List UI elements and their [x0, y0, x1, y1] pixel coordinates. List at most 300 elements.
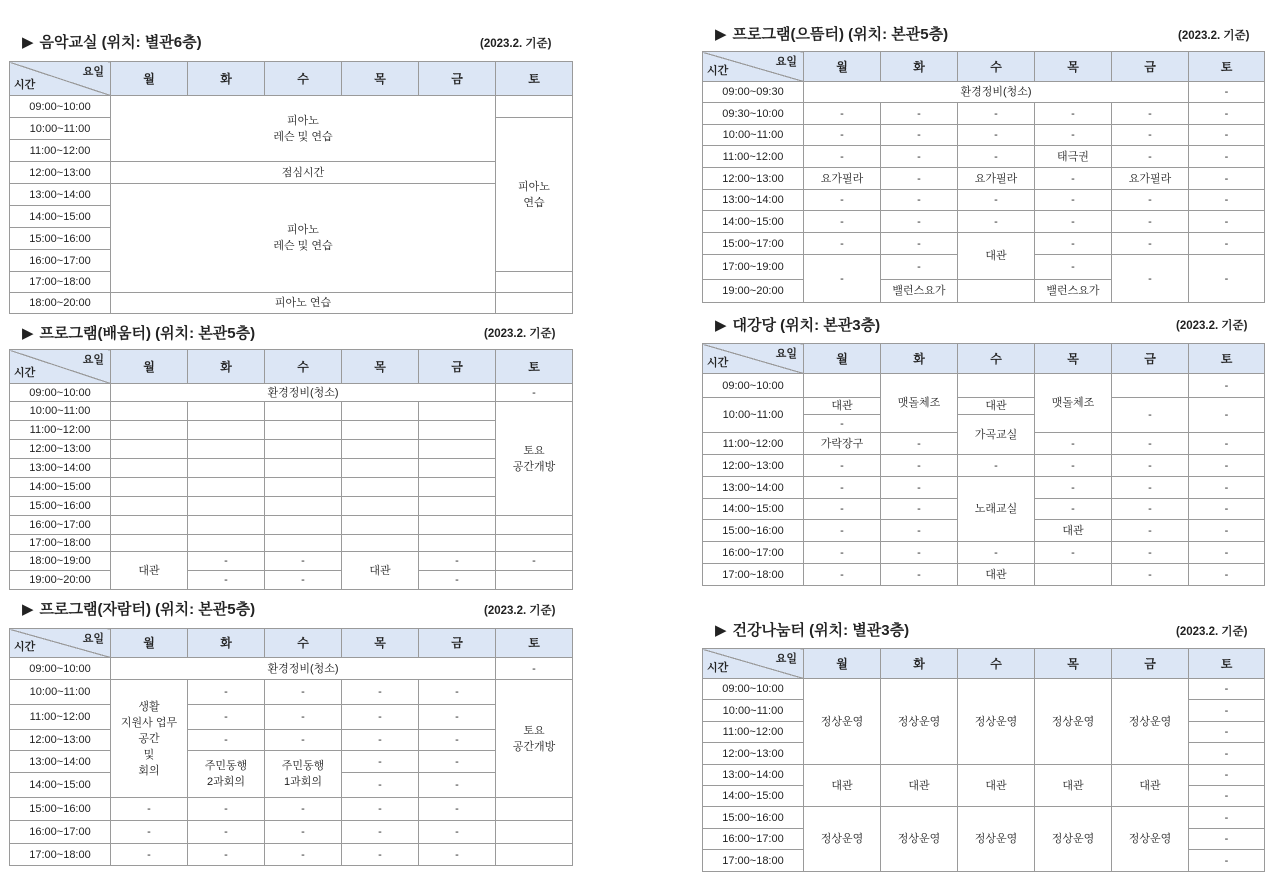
schedule-cell: 가곡교실 — [958, 415, 1035, 455]
time-slot: 17:00~18:00 — [703, 850, 804, 872]
empty-cell — [265, 440, 342, 459]
cleaning: 환경정비(청소) — [804, 82, 1189, 103]
day-header: 화 — [188, 62, 265, 96]
day-axis-label: 요일 — [775, 56, 797, 68]
day-header: 토 — [496, 629, 573, 658]
dash: - — [804, 125, 881, 146]
table-row — [703, 233, 1265, 255]
dash: - — [188, 571, 265, 590]
dash: - — [265, 821, 342, 844]
dash: - — [881, 520, 958, 542]
schedule-cell: 요가필라 — [958, 168, 1035, 190]
table-row — [703, 146, 1265, 168]
dash: - — [804, 211, 881, 233]
dash: - — [881, 455, 958, 477]
empty-cell — [419, 421, 496, 440]
dash: - — [1035, 455, 1112, 477]
schedule-cell: 점심시간 — [111, 162, 496, 184]
schedule-cell: 생활 지원사 업무 공간 및 회의 — [111, 680, 188, 798]
dash: - — [1035, 125, 1112, 146]
time-slot: 13:00~14:00 — [703, 765, 804, 786]
dash: - — [881, 190, 958, 211]
dash: - — [419, 798, 496, 821]
standard-date: (2023.2. 기준) — [1176, 626, 1248, 638]
rental: 대관 — [958, 398, 1035, 415]
schedule-cell: 정상운영 — [1035, 807, 1112, 872]
section-title-baeum — [22, 322, 255, 343]
time-slot: 16:00~17:00 — [703, 542, 804, 564]
schedule-table-baeum — [9, 349, 573, 590]
table-row — [703, 374, 1265, 398]
dash: - — [1112, 125, 1189, 146]
time-slot: 10:00~11:00 — [703, 398, 804, 433]
time-slot: 11:00~12:00 — [703, 433, 804, 455]
empty-cell — [342, 402, 419, 421]
rental: 대관 — [1035, 520, 1112, 542]
dash: - — [188, 798, 265, 821]
dash: - — [1189, 850, 1265, 872]
table-row — [10, 535, 573, 552]
rental: 대관 — [804, 398, 881, 415]
header-row — [10, 629, 573, 658]
dash: - — [1189, 520, 1265, 542]
dash: - — [1112, 499, 1189, 520]
schedule-cell: 맷돌체조 — [1035, 374, 1112, 433]
time-slot: 11:00~12:00 — [703, 722, 804, 743]
rental: 대관 — [804, 765, 881, 807]
empty-cell — [111, 459, 188, 478]
dash: - — [1035, 255, 1112, 280]
time-slot: 17:00~19:00 — [703, 255, 804, 280]
empty-cell — [496, 571, 573, 590]
schedule-cell — [496, 96, 573, 118]
schedule-cell: 피아노 레슨 및 연습 — [111, 184, 496, 293]
table-row — [10, 421, 573, 440]
schedule-cell: 피아노 연습 — [111, 293, 496, 314]
time-slot: 15:00~16:00 — [10, 497, 111, 516]
empty-cell — [496, 821, 573, 844]
empty-cell — [342, 516, 419, 535]
time-slot: 13:00~14:00 — [10, 184, 111, 206]
day-header: 월 — [804, 649, 881, 679]
dash: - — [881, 125, 958, 146]
day-header: 수 — [265, 350, 342, 384]
empty-cell — [958, 374, 1035, 398]
table-row — [10, 402, 573, 421]
time-slot: 14:00~15:00 — [10, 206, 111, 228]
empty-cell — [419, 497, 496, 516]
rental: 대관 — [342, 552, 419, 590]
schedule-cell: 노래교실 — [958, 477, 1035, 542]
dash: - — [958, 125, 1035, 146]
dash: - — [804, 146, 881, 168]
table-row — [10, 162, 573, 184]
table-row — [703, 765, 1265, 786]
day-header: 목 — [1035, 52, 1112, 82]
schedule-cell: 피아노 연습 — [496, 118, 573, 272]
dash: - — [1035, 477, 1112, 499]
empty-cell — [188, 440, 265, 459]
dash: - — [1189, 700, 1265, 722]
dash: - — [881, 255, 958, 280]
time-slot: 12:00~13:00 — [10, 730, 111, 751]
corner-header — [10, 62, 111, 96]
dash: - — [1035, 542, 1112, 564]
dash: - — [958, 542, 1035, 564]
time-slot: 12:00~13:00 — [703, 455, 804, 477]
dash: - — [804, 520, 881, 542]
time-slot: 16:00~17:00 — [10, 250, 111, 272]
dash: - — [958, 455, 1035, 477]
empty-cell — [265, 535, 342, 552]
dash: - — [1112, 146, 1189, 168]
day-header: 화 — [881, 52, 958, 82]
dash: - — [419, 751, 496, 773]
section-title-auditorium — [715, 314, 880, 335]
time-slot: 18:00~19:00 — [10, 552, 111, 571]
time-slot: 09:00~10:00 — [703, 679, 804, 700]
schedule-cell: 요가필라 — [1112, 168, 1189, 190]
day-header: 토 — [496, 350, 573, 384]
empty-cell — [188, 535, 265, 552]
dash: - — [881, 542, 958, 564]
dash: - — [1112, 455, 1189, 477]
time-slot: 14:00~15:00 — [703, 786, 804, 807]
standard-date: (2023.2. 기준) — [480, 38, 552, 50]
table-row — [10, 705, 573, 730]
schedule-cell: 정상운영 — [804, 807, 881, 872]
section-title-text: 건강나눔터 (위치: 별관3층) — [732, 622, 910, 639]
dash: - — [1189, 807, 1265, 829]
dash: - — [804, 190, 881, 211]
corner-header — [703, 344, 804, 374]
dash: - — [1189, 146, 1265, 168]
dash: - — [1189, 743, 1265, 765]
day-header: 화 — [188, 629, 265, 658]
dash: - — [496, 658, 573, 680]
day-header: 금 — [419, 62, 496, 96]
table-row — [703, 398, 1265, 415]
section-title-eutteum — [715, 23, 948, 44]
schedule-cell: 정상운영 — [958, 807, 1035, 872]
time-slot: 09:30~10:00 — [703, 103, 804, 125]
dash: - — [881, 564, 958, 586]
time-slot: 16:00~17:00 — [10, 821, 111, 844]
day-header: 금 — [419, 629, 496, 658]
dash: - — [419, 821, 496, 844]
table-row — [10, 680, 573, 705]
time-axis-label: 시간 — [14, 641, 36, 653]
table-row — [10, 384, 573, 402]
day-header: 월 — [111, 62, 188, 96]
section-title-health — [715, 619, 909, 640]
dash: - — [265, 552, 342, 571]
time-slot: 12:00~13:00 — [703, 168, 804, 190]
time-axis-label: 시간 — [14, 367, 36, 379]
dash: - — [496, 384, 573, 402]
empty-cell — [342, 421, 419, 440]
day-header: 목 — [342, 62, 419, 96]
schedule-cell: 정상운영 — [881, 807, 958, 872]
schedule-table-music — [9, 61, 573, 314]
dash: - — [881, 103, 958, 125]
dash: - — [958, 190, 1035, 211]
day-header: 토 — [496, 62, 573, 96]
dash: - — [1035, 168, 1112, 190]
schedule-cell: 정상운영 — [1035, 679, 1112, 765]
dash: - — [342, 730, 419, 751]
time-slot: 09:00~10:00 — [10, 658, 111, 680]
dash: - — [804, 542, 881, 564]
dash: - — [265, 844, 342, 866]
header-row — [10, 350, 573, 384]
day-header: 월 — [804, 52, 881, 82]
day-header: 화 — [881, 649, 958, 679]
table-row — [703, 125, 1265, 146]
schedule-cell: 맷돌체조 — [881, 374, 958, 433]
section-title-music — [22, 31, 202, 52]
dash: - — [342, 773, 419, 798]
empty-cell — [188, 478, 265, 497]
day-axis-label: 요일 — [82, 633, 104, 645]
triangle-bullet-icon: ▶ — [715, 317, 727, 334]
empty-cell — [342, 459, 419, 478]
empty-cell — [265, 478, 342, 497]
dash: - — [1189, 168, 1265, 190]
table-row — [10, 844, 573, 866]
triangle-bullet-icon: ▶ — [715, 622, 727, 639]
time-slot: 18:00~20:00 — [10, 293, 111, 314]
empty-cell — [111, 440, 188, 459]
empty-cell — [804, 374, 881, 398]
dash: - — [1112, 211, 1189, 233]
dash: - — [1112, 190, 1189, 211]
header-row — [703, 649, 1265, 679]
table-row — [10, 184, 573, 206]
dash: - — [1112, 542, 1189, 564]
dash: - — [342, 680, 419, 705]
empty-cell — [111, 497, 188, 516]
dash: - — [188, 680, 265, 705]
schedule-cell: 토요 공간개방 — [496, 680, 573, 798]
time-slot: 09:00~09:30 — [703, 82, 804, 103]
time-slot: 13:00~14:00 — [10, 751, 111, 773]
dash: - — [881, 146, 958, 168]
time-slot: 13:00~14:00 — [703, 477, 804, 499]
day-header: 월 — [111, 629, 188, 658]
time-slot: 10:00~11:00 — [703, 700, 804, 722]
empty-cell — [496, 844, 573, 866]
day-header: 목 — [342, 350, 419, 384]
time-slot: 11:00~12:00 — [703, 146, 804, 168]
triangle-bullet-icon: ▶ — [22, 601, 34, 618]
time-slot: 10:00~11:00 — [10, 680, 111, 705]
dash: - — [1189, 103, 1265, 125]
dash: - — [1189, 374, 1265, 398]
empty-cell — [958, 280, 1035, 303]
day-header: 월 — [111, 350, 188, 384]
empty-cell — [265, 497, 342, 516]
empty-cell — [496, 535, 573, 552]
day-header: 토 — [1189, 649, 1265, 679]
section-title-text: 음악교실 (위치: 별관6층) — [39, 34, 202, 51]
dash: - — [419, 730, 496, 751]
dash: - — [1189, 829, 1265, 850]
time-slot: 15:00~16:00 — [703, 807, 804, 829]
section-title-jaram — [22, 598, 255, 619]
header-row — [10, 62, 573, 96]
time-slot: 19:00~20:00 — [10, 571, 111, 590]
empty-cell — [419, 535, 496, 552]
empty-cell — [342, 535, 419, 552]
dash: - — [1112, 255, 1189, 303]
rental: 대관 — [111, 552, 188, 590]
table-row — [703, 679, 1265, 700]
schedule-cell: 정상운영 — [958, 679, 1035, 765]
table-row — [703, 103, 1265, 125]
dash: - — [881, 233, 958, 255]
time-slot: 11:00~12:00 — [10, 421, 111, 440]
time-slot: 17:00~18:00 — [10, 844, 111, 866]
dash: - — [188, 730, 265, 751]
dash: - — [881, 433, 958, 455]
time-slot: 12:00~13:00 — [703, 743, 804, 765]
cleaning: 환경정비(청소) — [111, 658, 496, 680]
dash: - — [1189, 679, 1265, 700]
rental: 대관 — [881, 765, 958, 807]
dash: - — [1189, 542, 1265, 564]
dash: - — [419, 680, 496, 705]
schedule-table-eutteum — [702, 51, 1265, 303]
dash: - — [419, 844, 496, 866]
dash: - — [804, 103, 881, 125]
table-row — [703, 211, 1265, 233]
empty-cell — [188, 459, 265, 478]
standard-date: (2023.2. 기준) — [1176, 320, 1248, 332]
corner-header — [703, 649, 804, 679]
time-slot: 15:00~17:00 — [703, 233, 804, 255]
day-axis-label: 요일 — [82, 354, 104, 366]
dash: - — [342, 844, 419, 866]
schedule-table-auditorium — [702, 343, 1265, 586]
rental: 대관 — [958, 564, 1035, 586]
standard-date: (2023.2. 기준) — [1178, 30, 1250, 42]
empty-cell — [342, 478, 419, 497]
day-header: 금 — [1112, 52, 1189, 82]
table-row — [10, 658, 573, 680]
dash: - — [1189, 211, 1265, 233]
table-row — [703, 190, 1265, 211]
dash: - — [188, 552, 265, 571]
standard-date: (2023.2. 기준) — [484, 605, 556, 617]
dash: - — [419, 773, 496, 798]
table-row — [703, 477, 1265, 499]
empty-cell — [419, 440, 496, 459]
dash: - — [1035, 433, 1112, 455]
dash: - — [1189, 255, 1265, 303]
time-slot: 09:00~10:00 — [10, 96, 111, 118]
schedule-cell: 피아노 레슨 및 연습 — [111, 96, 496, 162]
dash: - — [1189, 786, 1265, 807]
dash: - — [419, 705, 496, 730]
time-slot: 16:00~17:00 — [10, 516, 111, 535]
dash: - — [1112, 103, 1189, 125]
schedule-cell — [496, 272, 573, 293]
section-title-text: 프로그램(으뜸터) (위치: 본관5층) — [732, 26, 949, 43]
time-slot: 13:00~14:00 — [10, 459, 111, 478]
dash: - — [265, 680, 342, 705]
time-slot: 14:00~15:00 — [10, 773, 111, 798]
day-header: 목 — [1035, 649, 1112, 679]
dash: - — [958, 146, 1035, 168]
corner-header — [703, 52, 804, 82]
empty-cell — [111, 535, 188, 552]
schedule-cell: 주민동행 2과회의 — [188, 751, 265, 798]
time-slot: 17:00~18:00 — [10, 272, 111, 293]
dash: - — [1035, 499, 1112, 520]
schedule-cell: 주민동행 1과회의 — [265, 751, 342, 798]
day-header: 화 — [881, 344, 958, 374]
triangle-bullet-icon: ▶ — [22, 34, 34, 51]
time-slot: 13:00~14:00 — [703, 190, 804, 211]
empty-cell — [111, 421, 188, 440]
time-slot: 19:00~20:00 — [703, 280, 804, 303]
dash: - — [1189, 433, 1265, 455]
day-header: 수 — [958, 649, 1035, 679]
table-row — [10, 497, 573, 516]
time-slot: 15:00~16:00 — [10, 228, 111, 250]
time-slot: 11:00~12:00 — [10, 705, 111, 730]
day-header: 금 — [1112, 649, 1189, 679]
dash: - — [1189, 499, 1265, 520]
header-row — [703, 52, 1265, 82]
schedule-cell: 요가필라 — [804, 168, 881, 190]
standard-date: (2023.2. 기준) — [484, 328, 556, 340]
dash: - — [881, 211, 958, 233]
schedule-cell: 태극권 — [1035, 146, 1112, 168]
time-slot: 10:00~11:00 — [703, 125, 804, 146]
day-header: 수 — [958, 52, 1035, 82]
time-slot: 09:00~10:00 — [703, 374, 804, 398]
table-row — [10, 478, 573, 497]
schedule-table-health — [702, 648, 1265, 872]
section-title-text: 대강당 (위치: 본관3층) — [732, 317, 881, 334]
dash: - — [958, 211, 1035, 233]
empty-cell — [265, 459, 342, 478]
empty-cell — [419, 478, 496, 497]
empty-cell — [1035, 564, 1112, 586]
dash: - — [1112, 477, 1189, 499]
time-slot: 09:00~10:00 — [10, 384, 111, 402]
table-row — [703, 455, 1265, 477]
dash: - — [342, 705, 419, 730]
day-header: 수 — [958, 344, 1035, 374]
triangle-bullet-icon: ▶ — [22, 325, 34, 342]
day-axis-label: 요일 — [775, 348, 797, 360]
empty-cell — [188, 421, 265, 440]
empty-cell — [419, 516, 496, 535]
dash: - — [265, 705, 342, 730]
table-row — [10, 459, 573, 478]
table-row — [10, 798, 573, 821]
dash: - — [342, 798, 419, 821]
time-slot: 10:00~11:00 — [10, 402, 111, 421]
time-axis-label: 시간 — [707, 65, 729, 77]
dash: - — [1112, 520, 1189, 542]
dash: - — [1112, 398, 1189, 433]
dash: - — [1189, 722, 1265, 743]
day-axis-label: 요일 — [82, 66, 104, 78]
